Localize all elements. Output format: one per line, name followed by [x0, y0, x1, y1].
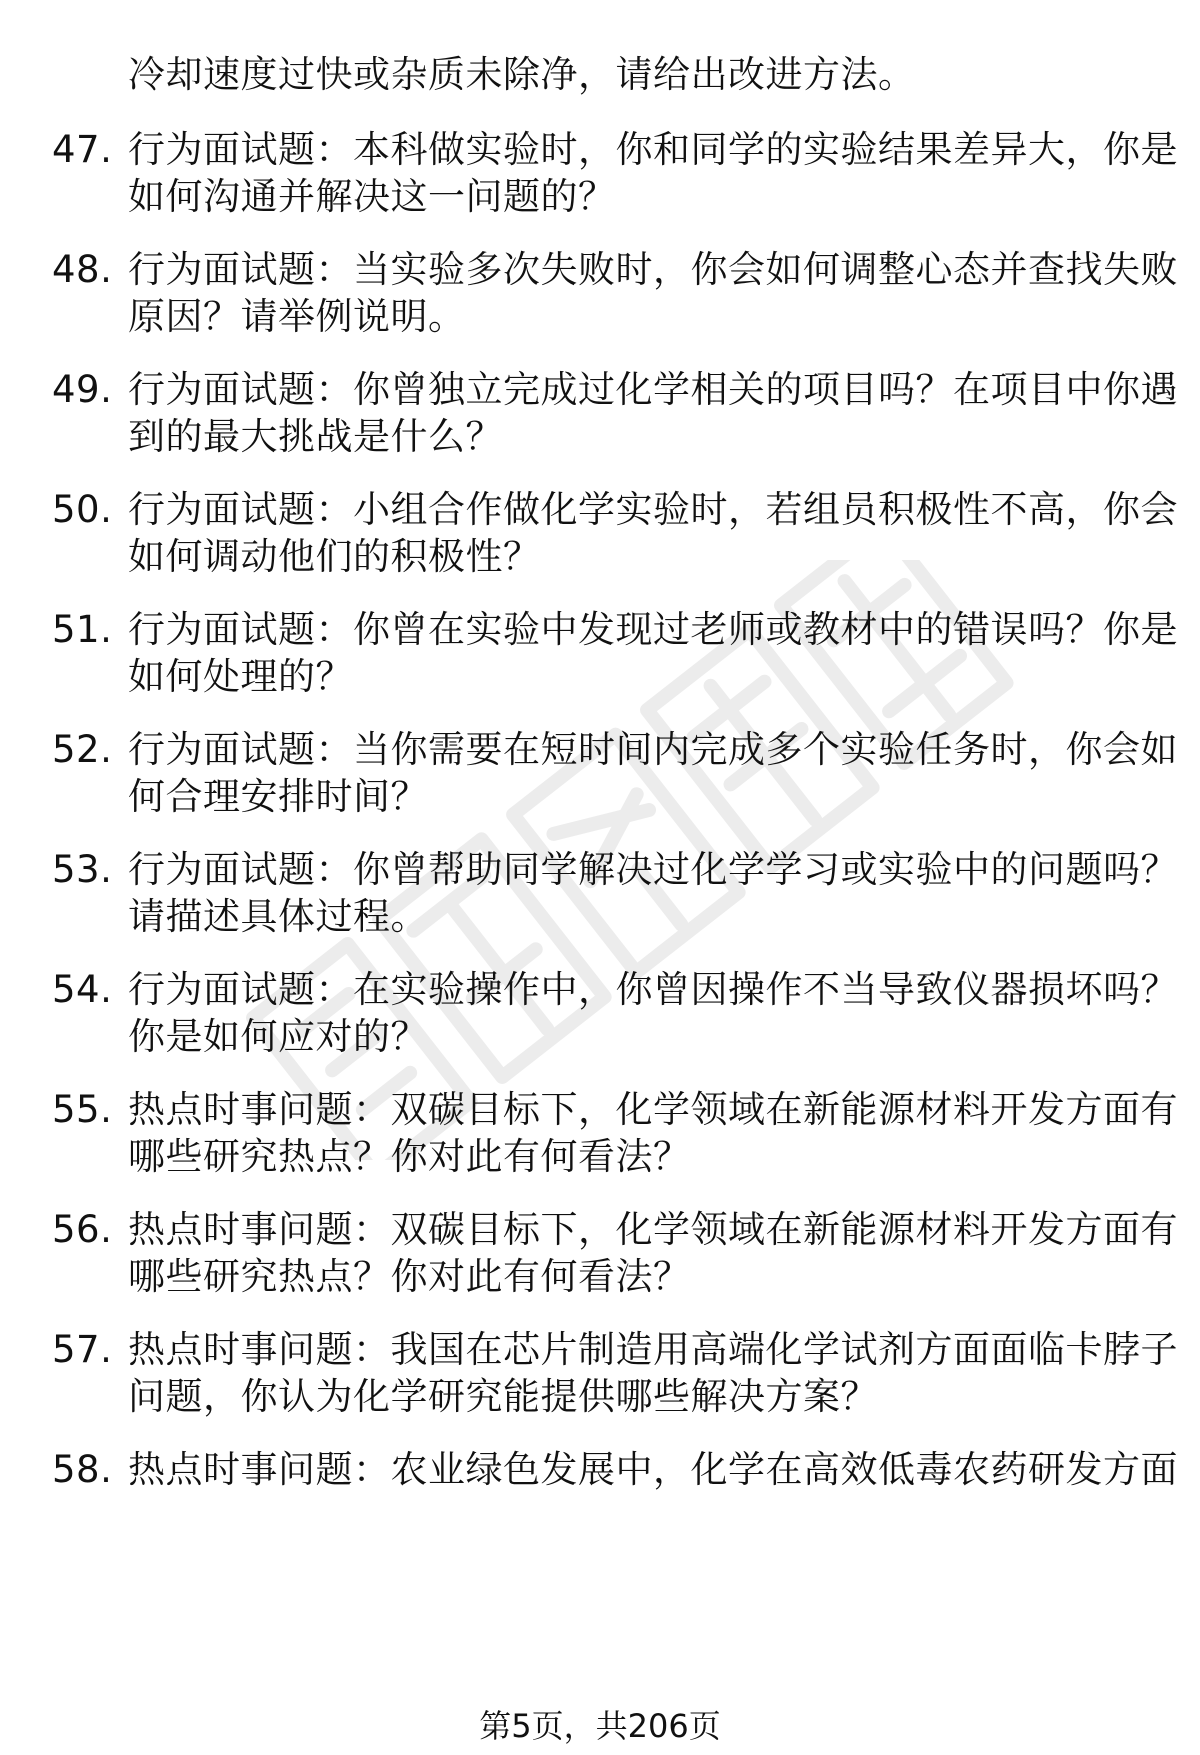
question-text-line2: 原因？请举例说明。	[128, 295, 466, 338]
continuation-text: 冷却速度过快或杂质未除净，请给出改进方法。	[128, 53, 916, 96]
question-text-line2: 如何调动他们的积极性？	[128, 535, 541, 578]
question-number: 50.	[52, 488, 113, 531]
question-number: 48.	[52, 248, 113, 291]
question-text-line1: 行为面试题：当你需要在短时间内完成多个实验任务时，你会如	[128, 728, 1178, 771]
question-number: 51.	[52, 608, 113, 651]
question-text-line2: 你是如何应对的？	[128, 1015, 428, 1058]
question-text-line1: 热点时事问题：双碳目标下，化学领域在新能源材料开发方面有	[128, 1208, 1178, 1251]
question-text-line1: 行为面试题：当实验多次失败时，你会如何调整心态并查找失败	[128, 248, 1178, 291]
question-number: 47.	[52, 128, 113, 171]
page-footer: 第5页，共206页	[479, 1707, 721, 1745]
question-number: 54.	[52, 968, 113, 1011]
question-number: 57.	[52, 1328, 113, 1371]
question-number: 56.	[52, 1208, 113, 1251]
question-text-line1: 热点时事问题：我国在芯片制造用高端化学试剂方面面临卡脖子	[128, 1328, 1178, 1371]
question-number: 49.	[52, 368, 113, 411]
question-text-line2: 请描述具体过程。	[128, 895, 428, 938]
question-text-line1: 热点时事问题：农业绿色发展中，化学在高效低毒农药研发方面	[128, 1448, 1178, 1491]
question-number: 55.	[52, 1088, 113, 1131]
question-text-line1: 行为面试题：你曾帮助同学解决过化学学习或实验中的问题吗？	[128, 848, 1178, 891]
question-text-line2: 何合理安排时间？	[128, 775, 428, 818]
question-text-line2: 哪些研究热点？你对此有何看法？	[128, 1255, 691, 1298]
question-text-line2: 如何沟通并解决这一问题的？	[128, 175, 616, 218]
question-text-line2: 到的最大挑战是什么？	[128, 415, 503, 458]
question-text-line1: 行为面试题：你曾独立完成过化学相关的项目吗？在项目中你遇	[128, 368, 1178, 411]
question-text-line2: 如何处理的？	[128, 655, 353, 698]
question-number: 53.	[52, 848, 113, 891]
question-text-line1: 行为面试题：小组合作做化学实验时，若组员积极性不高，你会	[128, 488, 1178, 531]
question-text-line2: 问题，你认为化学研究能提供哪些解决方案？	[128, 1375, 878, 1418]
question-text-line2: 哪些研究热点？你对此有何看法？	[128, 1135, 691, 1178]
question-number: 58.	[52, 1448, 113, 1491]
question-text-line1: 行为面试题：本科做实验时，你和同学的实验结果差异大，你是	[128, 128, 1178, 171]
question-number: 52.	[52, 728, 113, 771]
question-text-line1: 热点时事问题：双碳目标下，化学领域在新能源材料开发方面有	[128, 1088, 1178, 1131]
question-text-line1: 行为面试题：你曾在实验中发现过老师或教材中的错误吗？你是	[128, 608, 1178, 651]
question-text-line1: 行为面试题：在实验操作中，你曾因操作不当导致仪器损坏吗？	[128, 968, 1178, 1011]
